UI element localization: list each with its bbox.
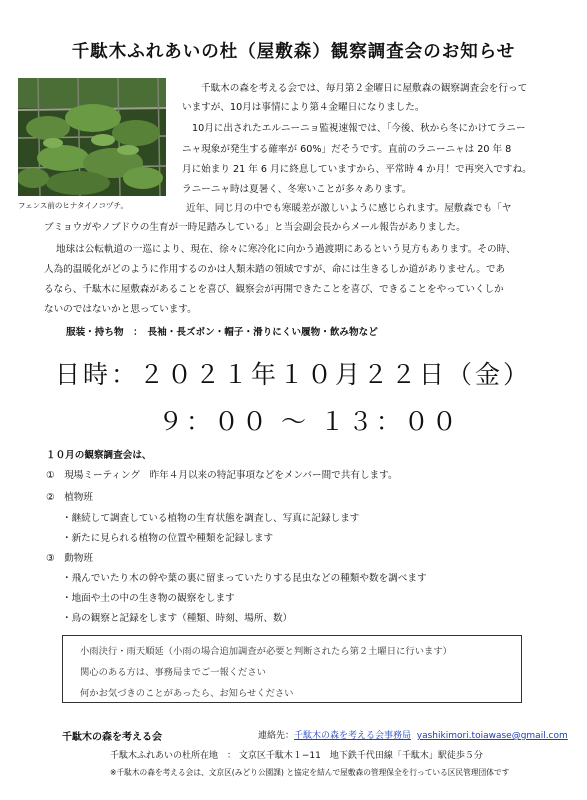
footer-org: 千駄木の森を考える会 [62, 732, 162, 743]
attire-line: 服装・持ち物 ： 長袖・長ズボン・帽子・滑りにくい履物・飲み物など [66, 327, 378, 338]
photo-caption: フェンス前のヒナタイノコヅチ。 [18, 201, 129, 210]
session-item-3: ・継続して調査している植物の生育状態を調査し、写真に記録します [62, 513, 360, 524]
intro-line-5: 月に始まり 21 年 6 月に終息していますから、平常時 4 か月！で再突入ですね。 [182, 164, 532, 175]
notice-line-2: 関心のある方は、事務局までご一報ください [80, 667, 266, 678]
footer-contact [258, 728, 568, 741]
event-time: ９：００ ～ １３：００ [158, 407, 460, 436]
email-link[interactable]: yashikimori.toiawase@gmail.com [416, 731, 568, 741]
event-date: 日時：２０２１年１０月２２日（金） [55, 360, 532, 389]
body-line-1: 近年、同じ月の中でも寒暖差が激しいように感じられます。屋敷森でも「ヤ [186, 203, 512, 214]
session-item-2: ② 植物班 [46, 492, 93, 503]
intro-line-2: いますが、10月は事情により第４金曜日になりました。 [182, 102, 425, 113]
session-item-5: ③ 動物班 [46, 553, 93, 564]
notice-line-3: 何かお気づきのことがあったら、お知らせください [80, 688, 294, 699]
session-item-7: ・地面や土の中の生き物の観察をします [62, 593, 235, 604]
body-line-2: ブミョウガやノブドウの生育が一時足踏みしている」と当会副会長からメール報告がありました。 [44, 222, 466, 233]
photo-hinatainokozuchi [18, 78, 166, 196]
body-line-6: ないのではないかと思っています。 [44, 304, 197, 315]
body-line-4: 人為的温暖化がどのように作用するのかは人類未踏の領域ですが、命には生きるしか道がありません。であ [44, 264, 506, 275]
session-item-4: ・新たに見られる植物の位置や種類を記録します [62, 533, 274, 544]
notice-line-1: 小雨決行・雨天順延（小雨の場合追加調査が必要と判断されたら第２土曜日に行います） [80, 646, 452, 657]
location-label: 千駄木ふれあいの杜所在地 ： [110, 751, 237, 761]
contact-label: 連絡先： [258, 731, 295, 741]
footer-location [110, 748, 483, 761]
intro-line-1: 千駄木の森を考える会では、毎月第２金曜日に屋敷森の観察調査会を行って [201, 83, 528, 94]
intro-line-4: ニャ現象が発生する確率が 60%」だそうです。直前のラニーニャは 20 年 8 [182, 144, 512, 155]
session-item-1: ① 現場ミーティング 昨年４月以来の特記事項などをメンバー間で共有します。 [46, 470, 398, 481]
body-line-3: 地球は公転軌道の一巡により、現在、徐々に寒冷化に向かう過渡期にあるという見方もあります。その時、 [56, 244, 516, 255]
session-heading: １０月の観察調査会は、 [46, 450, 152, 461]
location-value: 文京区千駄木１−11 地下鉄千代田線「千駄木」駅徒歩５分 [238, 751, 483, 761]
body-line-5: るなら、千駄木に屋敷森があることを喜び、観察会が再開できたことを喜び、できることをやっていくしか [44, 284, 504, 295]
session-item-6: ・飛んでいたり木の幹や葉の裏に留まっていたりする昆虫などの種類や数を調べます [62, 573, 427, 584]
contact-name-link[interactable]: 千駄木の森を考える会事務局 [294, 731, 412, 741]
session-item-8: ・鳥の観察と記録をします（種類、時刻、場所、数） [62, 613, 293, 624]
intro-line-3: 10月に出されたエルニーニョ監視速報では、「今後、秋から冬にかけてラニー [192, 123, 526, 134]
intro-line-6: ラニーニャ時は夏暑く、冬寒いことが多々あります。 [182, 184, 412, 195]
page-title: 千駄木ふれあいの杜（屋敷森）観察調査会のお知らせ [71, 42, 516, 62]
footer-note: ※千駄木の森を考える会は、文京区(みどり公園課) と協定を結んで屋敷森の管理保全を行っている区民管理団体です [110, 768, 510, 777]
